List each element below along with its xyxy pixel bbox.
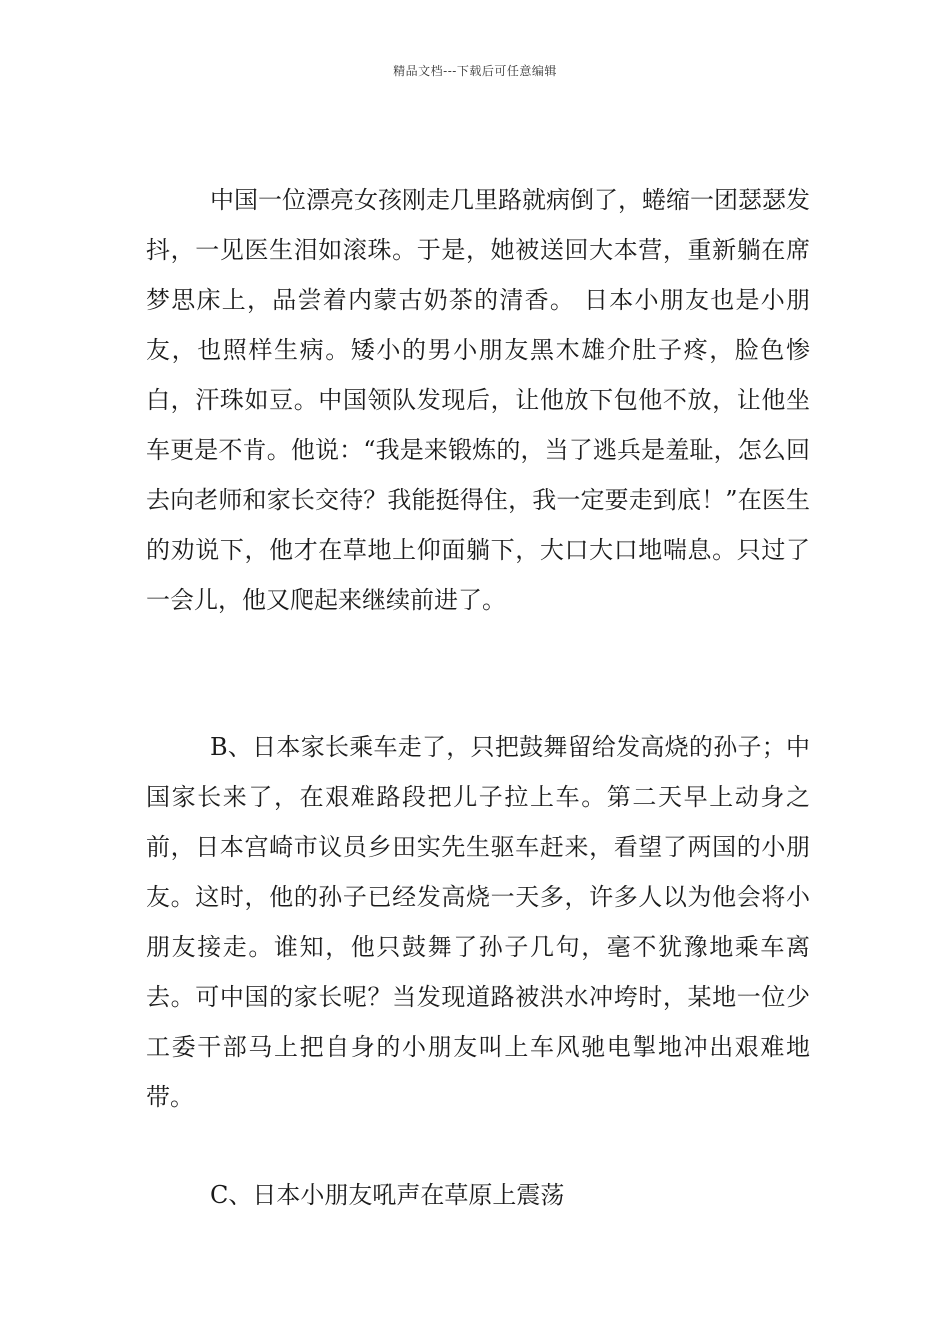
body-paragraph: 中国一位漂亮女孩刚走几里路就病倒了，蜷缩一团瑟瑟发抖，一见医生泪如滚珠。于是，她被送回大本营，重新躺在席梦思床上，品尝着内蒙古奶茶的清香。 日本小朋友也是小朋友，也照样生病。矮小的男小朋友黑木雄介肚子疼，脸色惨白，汗珠如豆。中国领队发现后，让他放下包他不放，让他坐车更是不肯。他说：“我是来锻炼的，当了逃兵是羞耻，怎么回去向老师和家长交待？我能挺得住，我一定要走到底！”在医生的劝说下，他才在草地上仰面躺下，大口大口地喘息。只过了一会儿，他又爬起来继续前进了。 xyxy=(146,186,810,614)
page-header: 精品文档---下载后可任意编辑 xyxy=(393,64,557,78)
body-paragraph: C、日本小朋友吼声在草原上震荡 xyxy=(210,1181,565,1209)
body-paragraph: B、日本家长乘车走了，只把鼓舞留给发高烧的孙子；中国家长来了，在艰难路段把儿子拉上车。第二天早上动身之前，日本宫崎市议员乡田实先生驱车赶来，看望了两国的小朋友。这时，他的孙子已经发高烧一天多，许多人以为他会将小朋友接走。谁知，他只鼓舞了孙子几句，毫不犹豫地乘车离去。可中国的家长呢？当发现道路被洪水冲垮时，某地一位少工委干部马上把自身的小朋友叫上车风驰电掣地冲出艰难地带。 xyxy=(146,733,810,1111)
